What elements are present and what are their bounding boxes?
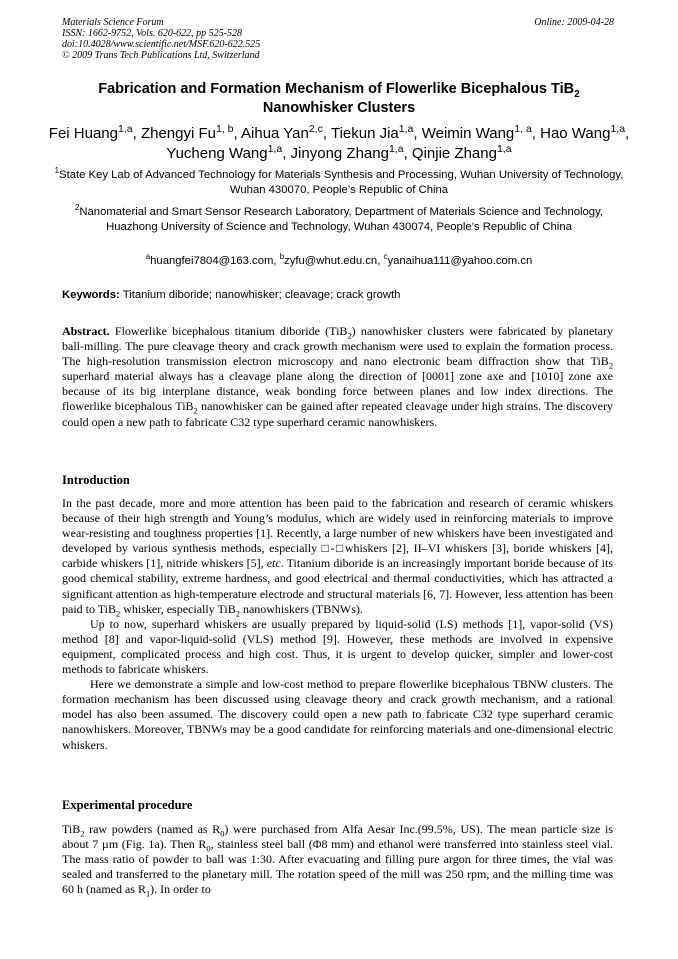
author: Qinjie Zhang$^{1,a}$	[411, 143, 512, 162]
affiliation-1: $^1$State Key Lab of Advanced Technology for Materials Synthesis and Processing, Wuhan University of Technology, Wuhan 430070, People’s Republic of China	[54, 166, 624, 196]
author: Yucheng Wang$^{1,a}$	[166, 143, 283, 162]
abstract-label: Abstract.	[62, 324, 110, 338]
online-date: Online: 2009-04-28	[534, 17, 614, 28]
section-heading-experimental: Experimental procedure	[62, 798, 193, 812]
author: Hao Wang$^{1,a}$	[540, 123, 626, 142]
copyright-line: © 2009 Trans Tech Publications Ltd, Switzerland	[62, 50, 260, 61]
running-header	[62, 17, 614, 61]
author: Jinyong Zhang$^{1,a}$	[290, 143, 404, 162]
doi-line[interactable]: doi:10.4028/www.scientific.net/MSF.620-622.525	[62, 39, 261, 50]
introduction-text	[62, 496, 613, 753]
affiliation-2: $^2$Nanomaterial and Smart Sensor Research Laboratory, Department of Materials Science and Technology, Huazhong University of Science and Technology, Wuhan 430074, People’s Republic of China	[74, 203, 604, 233]
email-link[interactable]: yanaihua111@yahoo.com.cn	[387, 255, 533, 267]
author-list: Fei Huang$^{1,a}$, Zhengyi Fu$^{1, b}$, Aihua Yan$^{2,c}$, Tiekun Jia$^{1,a}$, Weimin Wang$^{1, a}$, Hao Wang$^{1,a}$, Yucheng Wang$^{1,a}$, Jinyong Zhang$^{1,a}$, Qinjie Zhang$^{1,a}$	[48, 123, 630, 162]
email-list: $^a$huangfei7804@163.com, $^b$zyfu@whut.edu.cn, $^c$yanaihua111@yahoo.com.cn	[145, 252, 533, 267]
issn-line: ISSN: 1662-9752, Vols. 620-622, pp 525-528	[62, 28, 242, 39]
abstract: Abstract. Flowerlike bicephalous titanium diboride (TiB$_2$) nanowhisker clusters were fabricated by planetary ball-milling. The pure cleavage theory and crack growth mechanism were used to explain the formation process. The high-resolution transmission electron microscopy and nano electronic beam diffraction show that TiB$_2$ superhard material always has a cleavage plane along the direction of [0001] zone axe and [1010] zone axe because of its big interplane distance, weak bonding force between planes and low index directions. The flowerlike bicephalous TiB$_2$ nanowhisker can be gained after repeated cleavage under high strains. The discovery could open a new path to fabricate C32 type superhard ceramic nanowhiskers.	[62, 324, 613, 429]
author: Fei Huang$^{1,a}$	[48, 123, 133, 142]
author: Tiekun Jia$^{1,a}$	[330, 123, 414, 142]
paragraph: Up to now, superhard whiskers are usually prepared by liquid-solid (LS) methods [1], vapor-solid (VS) method [8] and vapor-liquid-solid (VLS) method [9]. However, these methods are involved in expensive equipment, complicated process and high cost. Thus, it is urgent to develop quicker, simpler and lower-cost methods to fabricate whiskers.	[62, 616, 613, 677]
paper-title: Fabrication and Formation Mechanism of Flowerlike Bicephalous TiB$_2$ Nanowhisker Clusters	[98, 81, 580, 116]
email-link[interactable]: zyfu@whut.edu.cn,	[284, 255, 381, 267]
experimental-text: TiB$_2$ raw powders (named as $R_0$) were purchased from Alfa Aesar Inc.(99.5%, US). The mean particle size is about 7 µm (Fig. 1a). Then $R_0$, stainless steel ball (Φ8 mm) and ethanol were transferred into stainless steel vial. The mass ratio of powder to ball was 1:30. After evacuating and filling pure argon for three times, the vial was sealed and transferred to the planetary mill. The rotation speed of the mill was 250 rpm, and the milling time was 60 h (named as $R_1$). In order to	[62, 822, 613, 899]
email-link[interactable]: huangfei7804@163.com,	[150, 255, 277, 267]
keywords: Keywords: Titanium diboride; nanowhisker; cleavage; crack growth	[62, 289, 401, 301]
author: Aihua Yan$^{2,c}$	[241, 123, 323, 142]
paragraph: In the past decade, more and more attention has been paid to the fabrication and research of ceramic whiskers because of their high strength and Young’s modulus, which are widely used in reinforcing materials to improve wear-resisting and toughness properties [1]. Recently, a large number of new whiskers have been investigated and developed by various synthesis methods, especially □-□whiskers [2], II–VI whiskers [3], boride whiskers [4], carbide whiskers [1], nitride whiskers [5], etc. Titanium diboride is an increasingly important boride because of its good chemical stability, extreme hardness, and good electrical and thermal conductivities, which has attracted a significant attention as high-temperature electrode and structural materials [6, 7]. However, less attention has been paid to TiB$_2$ whisker, especially TiB$_2$ nanowhiskers (TBNWs).	[62, 496, 613, 619]
journal-name: Materials Science Forum	[62, 17, 164, 28]
author: Weimin Wang$^{1, a}$	[421, 123, 532, 142]
section-heading-introduction: Introduction	[62, 473, 130, 487]
paragraph: Here we demonstrate a simple and low-cost method to prepare flowerlike bicephalous TBNW clusters. The formation mechanism has been discussed using cleavage theory and crack growth mechanism, and a rational model has also been assumed. The discovery could open a new path to fabricate C32 type superhard ceramic nanowhiskers. Moreover, TBNWs may be a good candidate for reinforcing materials and one-dimensional electric whiskers.	[62, 677, 613, 752]
author: Zhengyi Fu$^{1, b}$	[140, 123, 234, 142]
